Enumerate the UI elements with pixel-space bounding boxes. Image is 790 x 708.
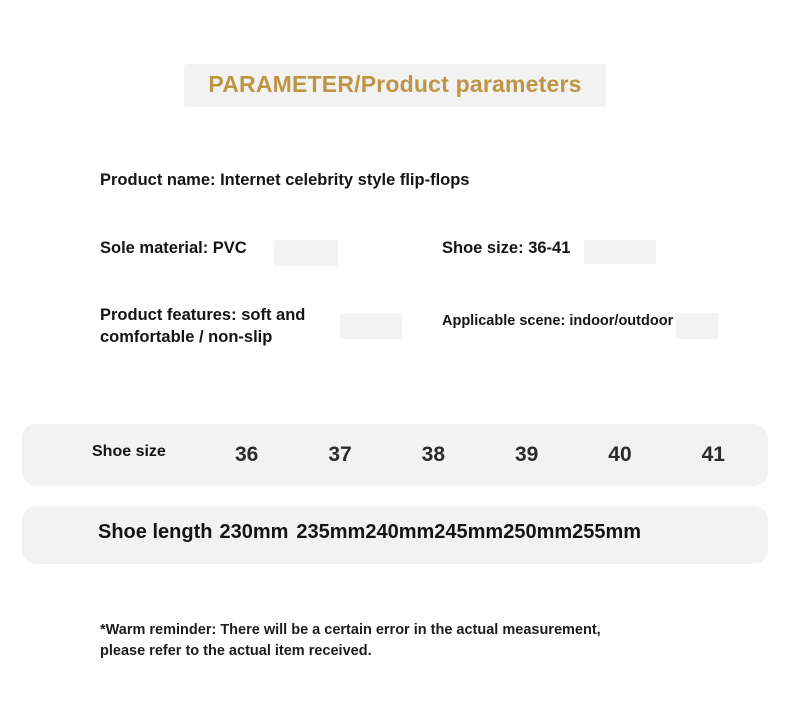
highlight-block-4 xyxy=(676,313,718,339)
length-cell: 250mm xyxy=(503,521,573,543)
size-table-row-lengths xyxy=(22,506,768,564)
warm-reminder-note xyxy=(100,620,740,662)
length-cell: 235mm xyxy=(296,521,366,543)
size-cell: 40 xyxy=(608,443,632,466)
length-row-label: Shoe length xyxy=(98,521,213,543)
length-cell: 240mm xyxy=(365,521,435,543)
page-title-container xyxy=(0,64,790,107)
length-cell: 245mm xyxy=(434,521,504,543)
spec-shoe-size-cell xyxy=(442,238,732,260)
title-chip xyxy=(184,64,605,107)
note-line-1: *Warm reminder: There will be a certain error in the actual measurement, xyxy=(100,622,601,638)
spec-features-line1: Product features: soft and xyxy=(100,306,306,324)
spec-product-name: Product name: Internet celebrity style flip-flops xyxy=(100,171,470,189)
length-cell: 255mm xyxy=(572,521,642,543)
size-table-row-sizes xyxy=(22,424,768,486)
size-cell: 38 xyxy=(421,443,445,466)
spec-applicable-scene: Applicable scene: indoor/outdoor xyxy=(442,313,674,329)
size-cell: 41 xyxy=(701,443,725,466)
spec-features-line2: comfortable / non-slip xyxy=(100,327,273,346)
length-cells xyxy=(98,521,641,544)
size-cell: 39 xyxy=(514,443,539,466)
size-cell: 37 xyxy=(328,443,352,466)
spec-sole-material-cell xyxy=(100,238,430,260)
spec-shoe-size: Shoe size: 36-41 xyxy=(442,239,571,257)
page-title: PARAMETER/Product parameters xyxy=(208,71,582,97)
spec-features-cell xyxy=(100,305,430,349)
size-row-label: Shoe size xyxy=(92,443,166,460)
spec-sole-material: Sole material: PVC xyxy=(100,239,247,257)
size-cells xyxy=(200,424,760,486)
size-cell: 36 xyxy=(234,443,259,466)
length-cell: 230mm xyxy=(219,521,289,543)
note-line-2: please refer to the actual item received. xyxy=(100,643,372,660)
